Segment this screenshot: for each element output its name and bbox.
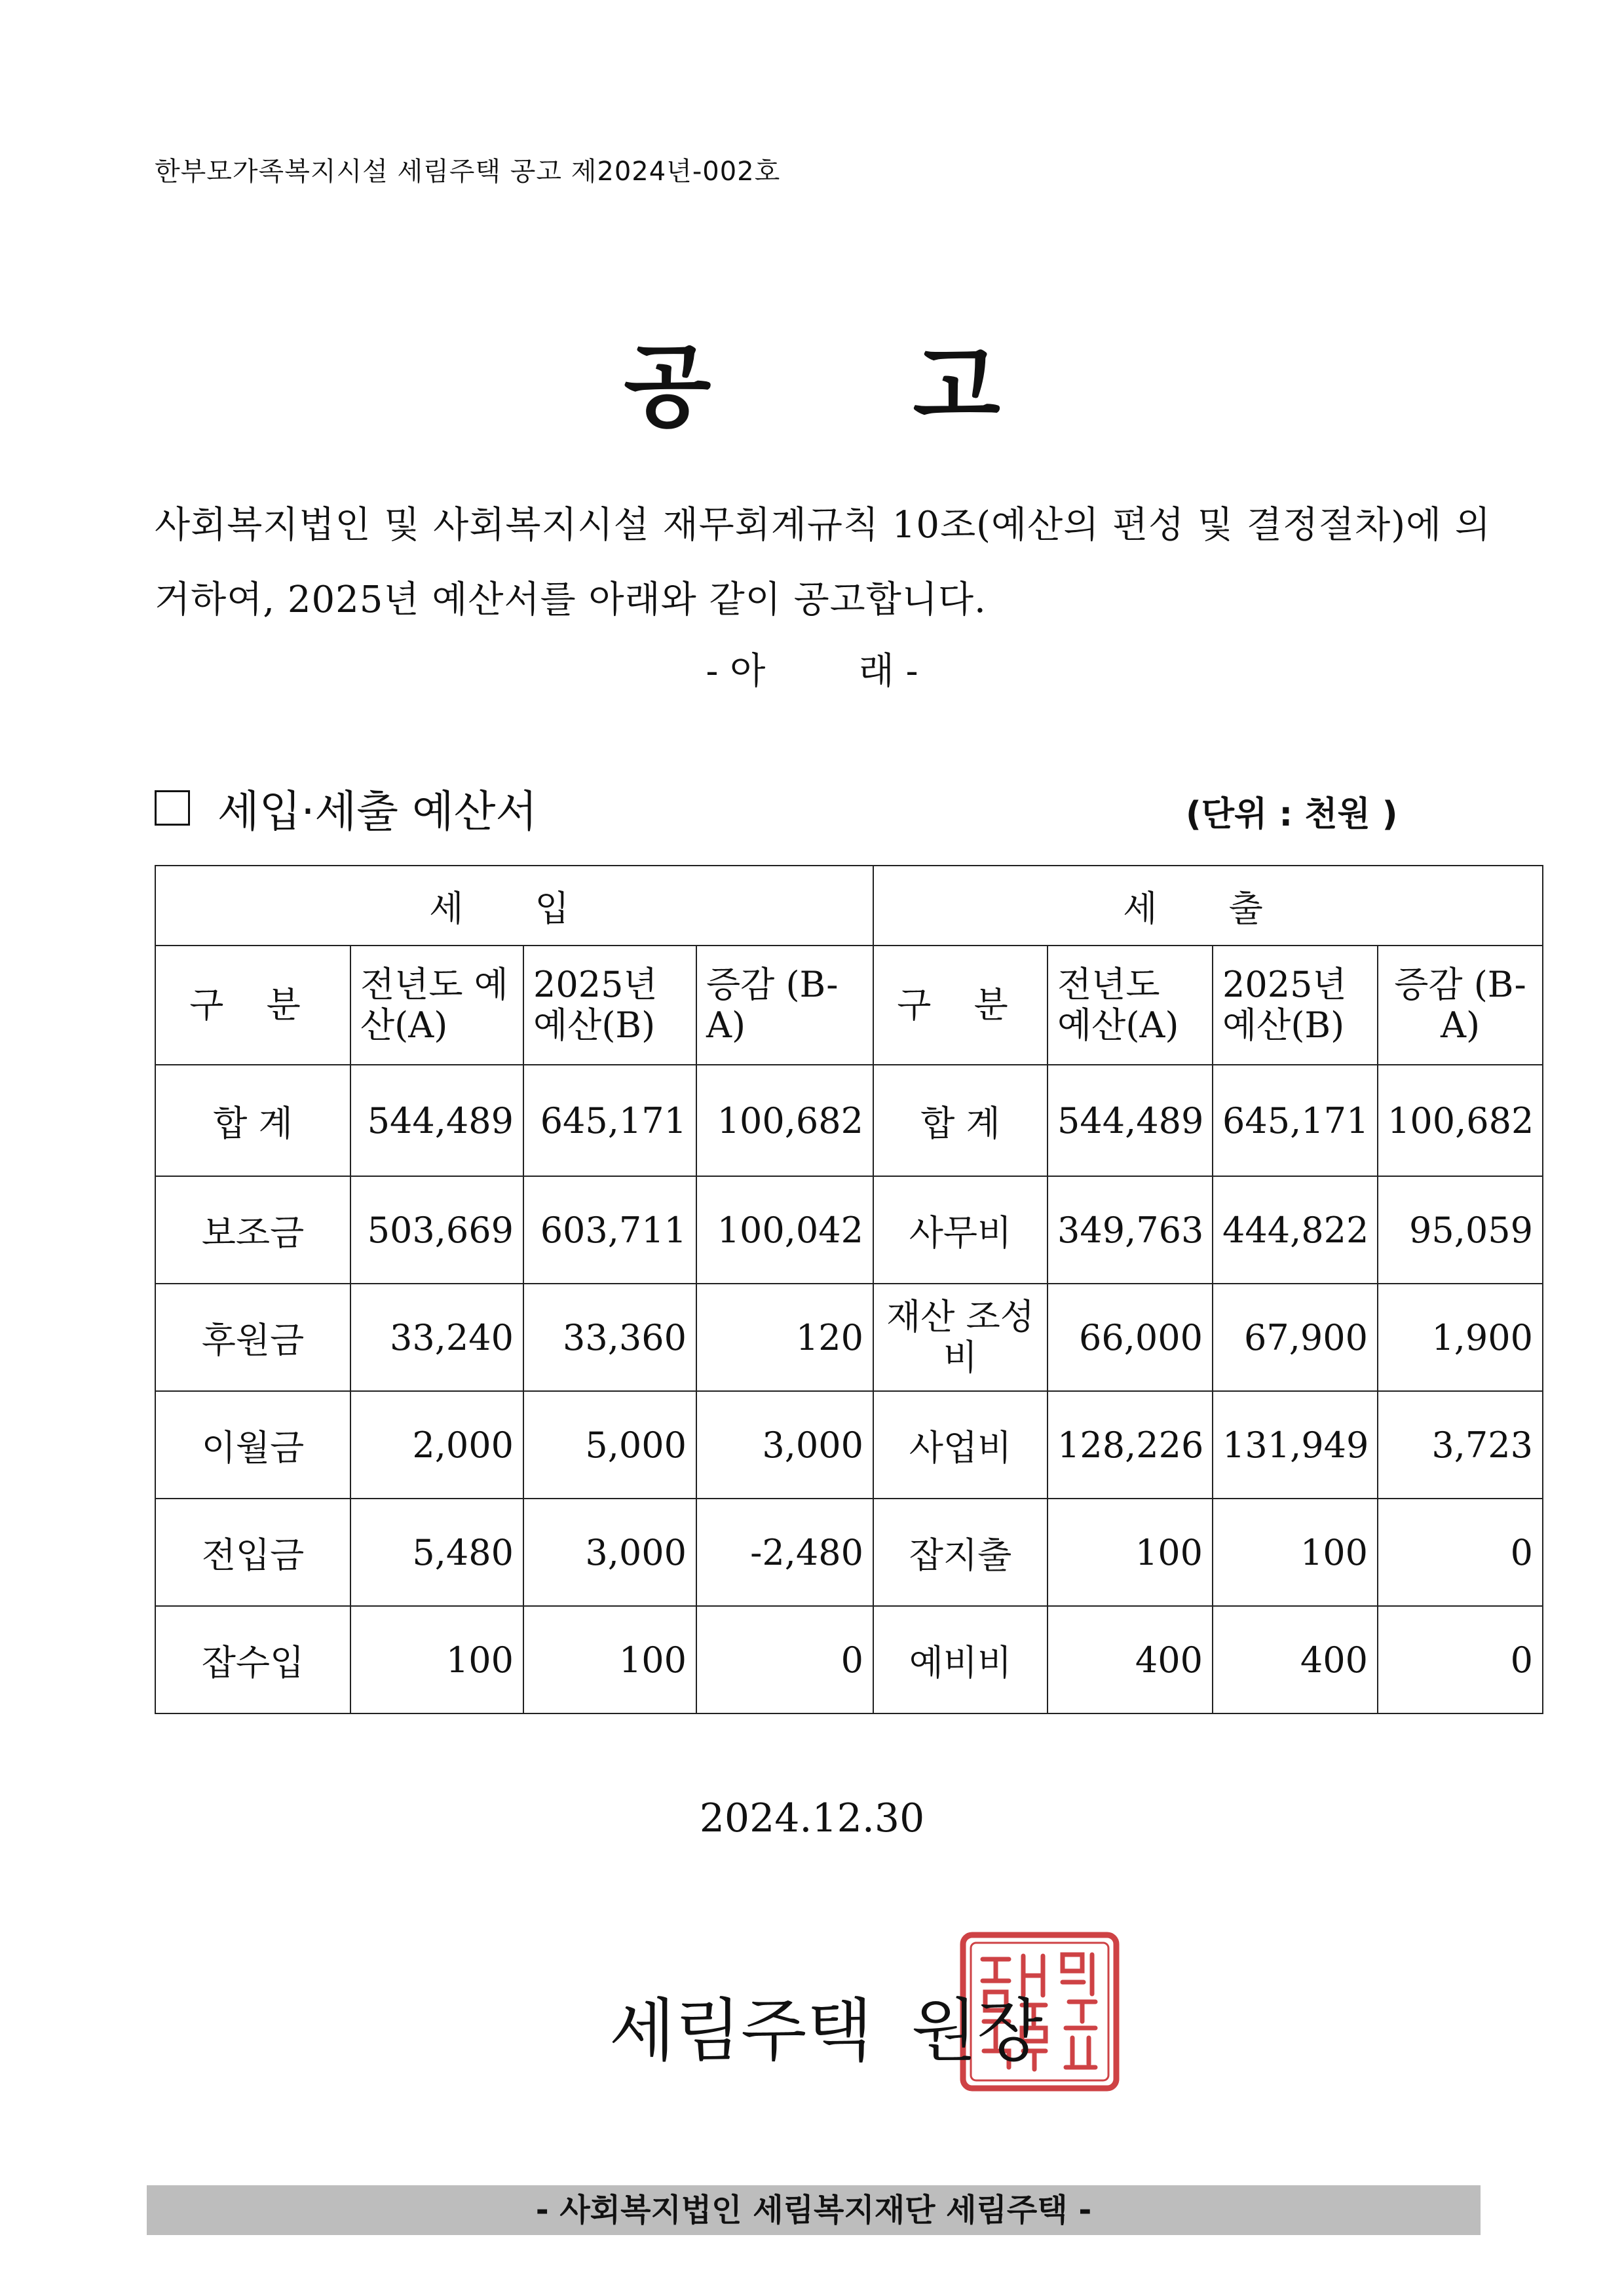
table-row: [155, 1391, 1543, 1499]
revenue-cur: 645,171: [523, 1065, 696, 1176]
revenue-cur: 603,711: [523, 1176, 696, 1284]
expense-prev: 66,000: [1048, 1284, 1213, 1391]
section-title: 세입·세출 예산서: [217, 786, 538, 837]
expense-group-header: 세 출: [873, 866, 1543, 946]
expense-name: 예비비: [873, 1606, 1048, 1713]
expense-prev: 128,226: [1048, 1391, 1213, 1499]
expense-name: 재산 조성비: [873, 1284, 1048, 1391]
footer-banner: - 사회복지법인 세림복지재단 세림주택 -: [147, 2185, 1481, 2235]
expense-cur: 100: [1213, 1499, 1378, 1606]
revenue-cur: 33,360: [523, 1284, 696, 1391]
revenue-cur: 100: [523, 1606, 696, 1713]
revenue-cur-header: 2025년 예산(B): [523, 946, 696, 1065]
table-row: [155, 1606, 1543, 1713]
expense-diff: 0: [1378, 1499, 1543, 1606]
revenue-diff: 0: [696, 1606, 873, 1713]
expense-cur: 400: [1213, 1606, 1378, 1713]
expense-name: 잡지출: [873, 1499, 1048, 1606]
table-row: [155, 1499, 1543, 1606]
revenue-name: 이월금: [155, 1391, 350, 1499]
expense-cur: 645,171: [1213, 1065, 1378, 1176]
page-title: 공 고: [624, 334, 1000, 440]
expense-diff: 0: [1378, 1606, 1543, 1713]
revenue-prev: 100: [350, 1606, 523, 1713]
expense-prev: 400: [1048, 1606, 1213, 1713]
revenue-cur: 3,000: [523, 1499, 696, 1606]
revenue-category-header: 구 분: [155, 946, 350, 1065]
expense-prev: 349,763: [1048, 1176, 1213, 1284]
expense-cur: 131,949: [1213, 1391, 1378, 1499]
notice-number: 한부모가족복지시설 세림주택 공고 제2024년-002호: [155, 157, 781, 187]
revenue-name: 잡수입: [155, 1606, 350, 1713]
revenue-name: 후원금: [155, 1284, 350, 1391]
revenue-prev-header: 전년도 예산(A): [350, 946, 523, 1065]
expense-diff: 95,059: [1378, 1176, 1543, 1284]
revenue-diff: -2,480: [696, 1499, 873, 1606]
revenue-prev: 33,240: [350, 1284, 523, 1391]
expense-diff: 3,723: [1378, 1391, 1543, 1499]
revenue-diff: 100,042: [696, 1176, 873, 1284]
revenue-prev: 2,000: [350, 1391, 523, 1499]
revenue-diff: 3,000: [696, 1391, 873, 1499]
section-heading: [155, 776, 537, 839]
below-marker: - 아 래 -: [706, 650, 918, 693]
revenue-name: 합 계: [155, 1065, 350, 1176]
revenue-name: 보조금: [155, 1176, 350, 1284]
revenue-diff: 100,682: [696, 1065, 873, 1176]
budget-table: [155, 865, 1543, 1714]
expense-cur: 444,822: [1213, 1176, 1378, 1284]
expense-name: 사업비: [873, 1391, 1048, 1499]
table-row: [155, 1176, 1543, 1284]
checkbox-icon: [155, 790, 190, 826]
table-group-header-row: [155, 866, 1543, 946]
expense-category-header: 구 분: [873, 946, 1048, 1065]
revenue-name: 전입금: [155, 1499, 350, 1606]
table-row-total: [155, 1065, 1543, 1176]
revenue-diff: 120: [696, 1284, 873, 1391]
revenue-diff-header: 증감 (B-A): [696, 946, 873, 1065]
expense-name: 사무비: [873, 1176, 1048, 1284]
expense-diff: 100,682: [1378, 1065, 1543, 1176]
expense-prev: 544,489: [1048, 1065, 1213, 1176]
expense-diff-header: 증감 (B-A): [1378, 946, 1543, 1065]
expense-cur: 67,900: [1213, 1284, 1378, 1391]
table-column-header-row: [155, 946, 1543, 1065]
unit-label: (단위 : 천원 ): [1186, 795, 1398, 834]
revenue-prev: 5,480: [350, 1499, 523, 1606]
intro-paragraph: 사회복지법인 및 사회복지시설 재무회계규칙 10조(예산의 편성 및 결정절차)에 의거하여, 2025년 예산서를 아래와 같이 공고합니다.: [155, 504, 1491, 621]
signer-name: 세림주택 원장: [609, 1991, 1043, 2071]
notice-date: 2024.12.30: [699, 1795, 925, 1841]
revenue-cur: 5,000: [523, 1391, 696, 1499]
revenue-prev: 503,669: [350, 1176, 523, 1284]
expense-diff: 1,900: [1378, 1284, 1543, 1391]
expense-cur-header: 2025년 예산(B): [1213, 946, 1378, 1065]
expense-prev: 100: [1048, 1499, 1213, 1606]
expense-name: 합 계: [873, 1065, 1048, 1176]
expense-prev-header: 전년도 예산(A): [1048, 946, 1213, 1065]
table-row: [155, 1284, 1543, 1391]
revenue-group-header: 세 입: [155, 866, 873, 946]
revenue-prev: 544,489: [350, 1065, 523, 1176]
